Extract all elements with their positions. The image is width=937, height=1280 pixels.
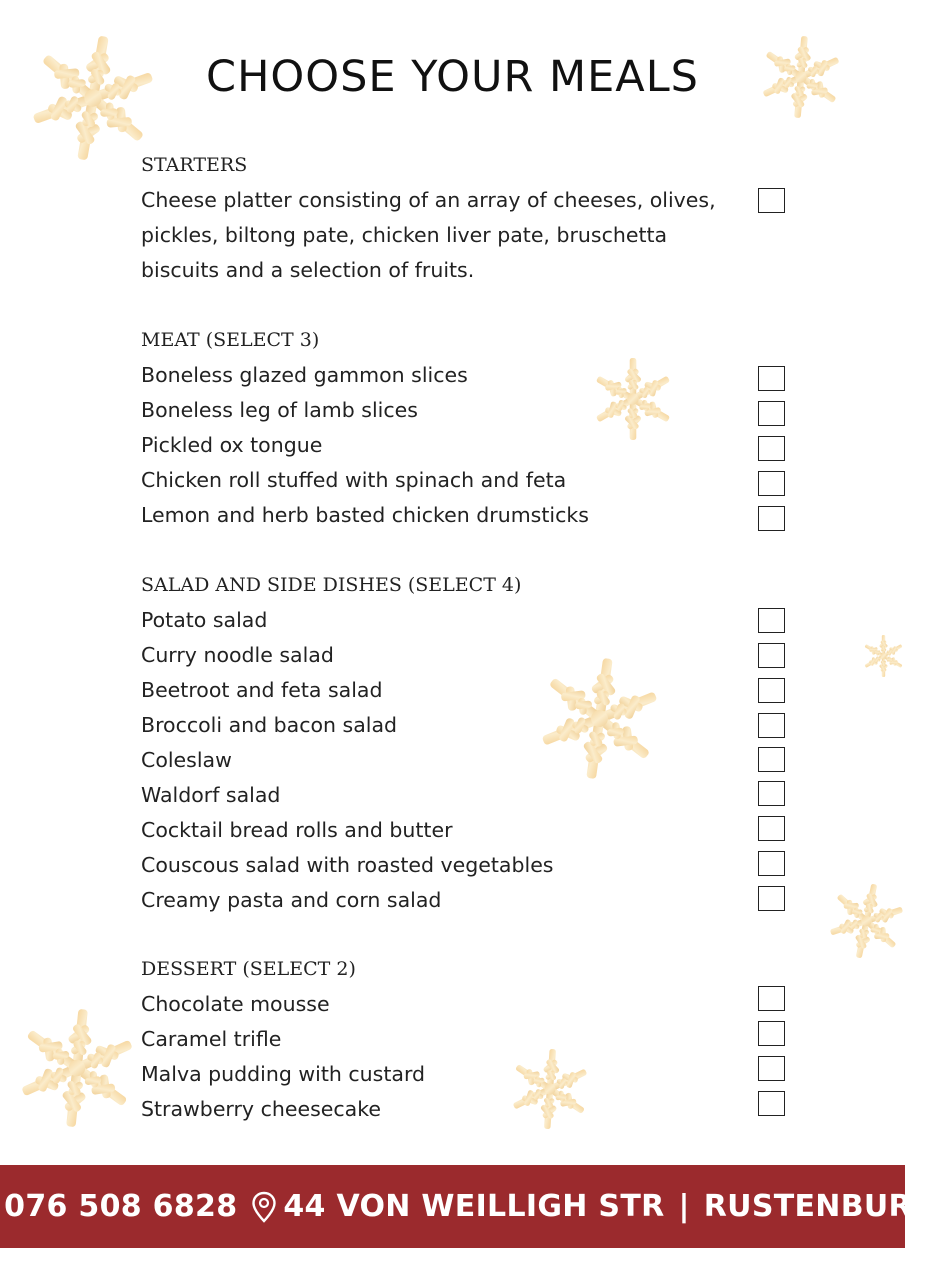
menu-item: Couscous salad with roasted vegetables [141,853,554,877]
menu-item-checkbox[interactable] [758,401,785,426]
menu-item-checkbox[interactable] [758,471,785,496]
menu-item: Coleslaw [141,748,232,772]
section-heading-dessert: DESSERT (SELECT 2) [141,958,356,980]
menu-item: Strawberry cheesecake [141,1097,381,1121]
menu-item: Broccoli and bacon salad [141,713,398,737]
menu-item-checkbox[interactable] [758,816,785,841]
city: RUSTENBURG [703,1189,937,1224]
menu-item-checkbox[interactable] [758,506,785,531]
menu-item-checkbox[interactable] [758,1091,785,1116]
menu-item-checkbox[interactable] [758,1021,785,1046]
menu-item: Potato salad [141,608,268,632]
menu-item: Boneless glazed gammon slices [141,363,468,387]
menu-item: Chicken roll stuffed with spinach and feta [141,468,567,492]
menu-item-checkbox[interactable] [758,678,785,703]
section-heading-salads: SALAD AND SIDE DISHES (SELECT 4) [141,574,522,596]
menu-item: Beetroot and feta salad [141,678,383,702]
section-heading-starters: STARTERS [141,154,248,176]
menu-item-checkbox[interactable] [758,986,785,1011]
menu-item-checkbox[interactable] [758,1056,785,1081]
menu-item-checkbox[interactable] [758,747,785,772]
menu-item-checkbox[interactable] [758,713,785,738]
starters-checkbox[interactable] [758,188,785,213]
menu-item: Waldorf salad [141,783,281,807]
snowflake-decoration-icon [862,616,905,696]
menu-item: Cocktail bread rolls and butter [141,818,453,842]
address: 44 VON WEILLIGH STR [283,1189,665,1224]
snowflake-decoration-icon [13,1007,141,1129]
menu-item: Lemon and herb basted chicken drumsticks [141,503,589,527]
phone-number[interactable]: 076 508 6828 [4,1189,238,1224]
menu-item-checkbox[interactable] [758,436,785,461]
menu-item: Curry noodle salad [141,643,334,667]
contact-footer [0,1165,937,1248]
menu-item: Malva pudding with custard [141,1062,426,1086]
snowflake-decoration-icon [828,880,905,962]
menu-item: Creamy pasta and corn salad [141,888,442,912]
section-heading-meat: MEAT (SELECT 3) [141,329,320,351]
menu-item-checkbox[interactable] [758,781,785,806]
menu-item: Pickled ox tongue [141,433,323,457]
menu-item: Caramel trifle [141,1027,282,1051]
menu-item: Boneless leg of lamb slices [141,398,418,422]
menu-item-checkbox[interactable] [758,608,785,633]
menu-item-checkbox[interactable] [758,366,785,391]
menu-item-checkbox[interactable] [758,886,785,911]
starters-description: Cheese platter consisting of an array of cheeses, olives, pickles, biltong pate, chicken liver pate, bruschetta biscuits and a selection of fruits. [141,188,716,282]
menu-item-checkbox[interactable] [758,851,785,876]
footer-separator: | [678,1189,690,1224]
menu-item: Chocolate mousse [141,992,330,1016]
menu-item-checkbox[interactable] [758,643,785,668]
location-pin-icon [251,1191,277,1223]
page-title: CHOOSE YOUR MEALS [206,52,699,102]
